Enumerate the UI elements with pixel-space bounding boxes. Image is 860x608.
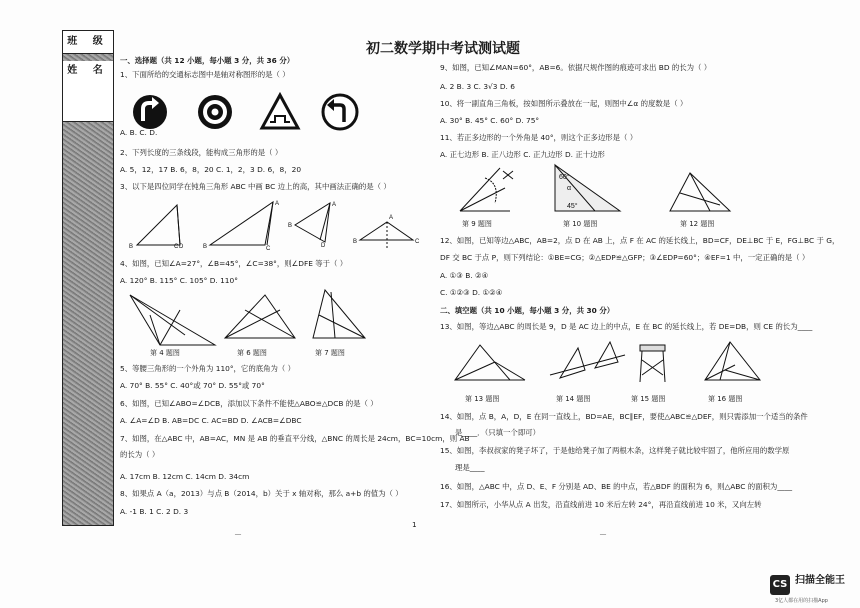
question-15-cont: 理是____	[455, 463, 485, 472]
question-9: 9、如图，已知∠MAN=60°，AB=6。依据尺规作图的痕迹可求出 BD 的长为（ ）	[440, 63, 712, 72]
q4-options: A. 120° B. 115° C. 105° D. 110°	[120, 276, 238, 285]
q12-options-ab: A. ①③ B. ②④	[440, 271, 489, 280]
svg-text:B: B	[203, 244, 208, 250]
svg-text:A: A	[332, 202, 337, 208]
svg-text:C: C	[174, 244, 179, 250]
section-1-heading: 一、选择题（共 12 小题，每小题 3 分，共 36 分）	[120, 56, 295, 65]
q1-options: A. B. C. D.	[120, 128, 158, 137]
q13-16-figures	[450, 340, 770, 385]
page-number: 1	[412, 520, 417, 529]
question-15: 15、如图，李叔叔家的凳子坏了，于是他给凳子加了两根木条，这样凳子就比较牢固了，他所应用的数学原	[440, 446, 790, 455]
caption-q9: 第 9 题图	[462, 220, 492, 228]
question-4: 4、如图，已知∠A=27°，∠B=45°，∠C=38°，则∠DFE 等于（ ）	[120, 259, 348, 268]
svg-text:C: C	[266, 246, 271, 252]
svg-text:α: α	[567, 185, 572, 192]
name-label: 姓 名	[63, 61, 113, 122]
exam-title: 初二数学期中考试测试题	[366, 41, 520, 57]
q1-traffic-signs	[130, 92, 360, 132]
footer-left-mark: ──	[235, 532, 242, 538]
question-12-cont: DF 交 BC 于点 P，则下列结论：①BE=CG；②△EDP≌△GFP；③∠EDP=60°；④EF=1 中，一定正确的是（ ）	[440, 253, 810, 262]
caption-q15: 第 15 题图	[631, 395, 666, 403]
question-10: 10、将一副直角三角板，按如图所示叠放在一起，则图中∠α 的度数是（ ）	[440, 99, 688, 108]
question-17: 17、如图所示，小华从点 A 出发，沿直线前进 10 米后左转 24°，再沿直线前进 10 米，又向左转	[440, 500, 762, 509]
binding-sidebar	[62, 30, 114, 526]
caption-q7: 第 7 题图	[315, 349, 345, 357]
caption-q6: 第 6 题图	[237, 349, 267, 357]
caption-q4: 第 4 题图	[150, 349, 180, 357]
question-2: 2、下列长度的三条线段，能构成三角形的是（ ）	[120, 148, 283, 157]
sign-c-warning-triangle-icon	[262, 95, 298, 128]
svg-text:D: D	[321, 243, 326, 249]
question-3: 3、以下是四位同学在钝角三角形 ABC 中画 BC 边上的高，其中画法正确的是（ ）	[120, 182, 391, 191]
q9-10-12-figures	[455, 163, 745, 218]
caption-q12: 第 12 题图	[680, 220, 715, 228]
svg-text:C: C	[415, 239, 420, 245]
class-label: 班 级	[63, 31, 113, 54]
section-2-heading: 二、填空题（共 10 小题，每小题 3 分，共 30 分）	[440, 306, 615, 315]
svg-text:A: A	[389, 215, 394, 221]
sign-a-turn-icon	[133, 95, 167, 129]
q12-options-cd: C. ①②③ D. ①②④	[440, 288, 503, 297]
camscanner-logo: CS	[770, 575, 790, 595]
caption-q16: 第 16 题图	[708, 395, 743, 403]
svg-text:B: B	[288, 223, 293, 229]
question-5: 5、等腰三角形的一个外角为 110°，它的底角为（ ）	[120, 364, 296, 373]
svg-text:B: B	[129, 244, 134, 250]
question-1: 1、下面所给的交通标志图中是轴对称图形的是（ ）	[120, 70, 290, 79]
question-6: 6、如图，已知∠ABO=∠DCB，添加以下条件不能使△ABO≌△DCB 的是（ ）	[120, 399, 378, 408]
q11-options: A. 正七边形 B. 正八边形 C. 正九边形 D. 正十边形	[440, 150, 605, 159]
q9-options: A. 2 B. 3 C. 3√3 D. 6	[440, 82, 515, 91]
question-13: 13、如图，等边△ABC 的周长是 9，D 是 AC 边上的中点，E 在 BC 的延长线上，若 DE=DB，则 CE 的长为____	[440, 322, 813, 331]
caption-q13: 第 13 题图	[465, 395, 500, 403]
svg-text:45°: 45°	[567, 203, 578, 210]
question-7-cont: 的长为（ ）	[120, 450, 160, 459]
watermark-app-name: 扫描全能王	[795, 575, 845, 586]
svg-text:D: D	[179, 244, 184, 250]
footer-right-mark: ──	[600, 532, 607, 538]
sign-d-left-turn-icon	[323, 95, 357, 129]
q3-figures	[125, 200, 420, 255]
caption-q10: 第 10 题图	[563, 220, 598, 228]
question-16: 16、如图，△ABC 中，点 D、E、F 分别是 AD、BE 的中点，若△BDF 的面积为 6，则△ABC 的面积为____	[440, 482, 793, 491]
svg-text:60°: 60°	[559, 174, 570, 181]
q7-options: A. 17cm B. 12cm C. 14cm D. 34cm	[120, 472, 250, 481]
watermark-tagline: 3亿人都在用的扫描App	[775, 598, 828, 604]
svg-text:A: A	[275, 201, 280, 207]
q8-options: A. -1 B. 1 C. 2 D. 3	[120, 507, 189, 516]
question-12: 12、如图，已知等边△ABC，AB=2，点 D 在 AB 上，点 F 在 AC 的延长线上，BD=CF，DE⊥BC 于 E，FG⊥BC 于 G，	[440, 236, 840, 245]
q5-options: A. 70° B. 55° C. 40°或 70° D. 55°或 70°	[120, 381, 265, 390]
question-14: 14、如图，点 B，A，D，E 在同一直线上，BD=AE，BC∥EF，要使△ABC≌△DEF，则只需添加一个适当的条件	[440, 412, 808, 421]
question-11: 11、若正多边形的一个外角是 40°，则这个正多边形是（ ）	[440, 133, 638, 142]
caption-q14: 第 14 题图	[556, 395, 591, 403]
question-8: 8、如果点 A（a，2013）与点 B（2014，b）关于 x 轴对称，那么 a+b 的值为（ ）	[120, 489, 403, 498]
q4-6-7-figures	[125, 290, 375, 350]
sign-b-roundabout-icon	[198, 95, 232, 129]
question-14-cont: 是____．（只填一个即可）	[455, 428, 540, 437]
q6-options: A. ∠A=∠D B. AB=DC C. AC=BD D. ∠ACB=∠DBC	[120, 416, 302, 425]
q10-options: A. 30° B. 45° C. 60° D. 75°	[440, 116, 540, 125]
svg-text:B: B	[353, 239, 358, 245]
question-7: 7、如图，在△ABC 中，AB=AC，MN 是 AB 的垂直平分线，△BNC 的周长是 24cm，BC=10cm，则 AB	[120, 434, 470, 443]
q2-options: A. 5，12，17 B. 6，8，20 C. 1，2，3 D. 6，8，20	[120, 165, 302, 174]
